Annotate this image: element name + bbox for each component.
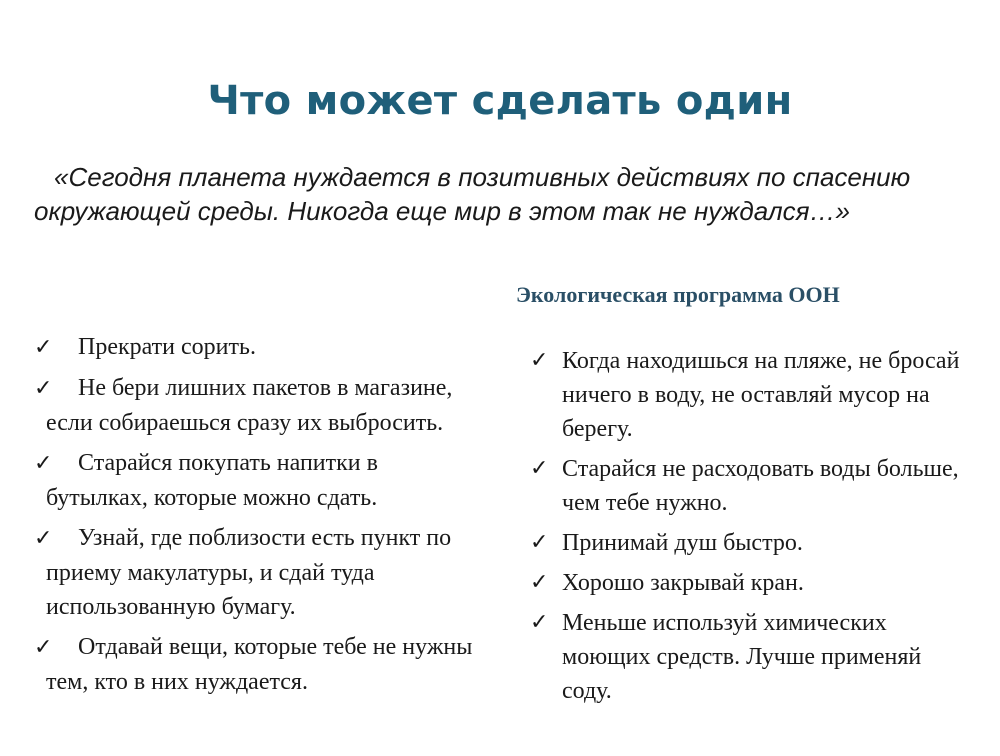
quote-line-1: «Сегодня планета нуждается в позитивных действиях по спасению bbox=[54, 162, 911, 192]
list-item-text: Отдавай вещи, которые тебе не нужны тем, кто в них нуждается. bbox=[46, 634, 473, 695]
check-icon: ✓ bbox=[530, 456, 549, 481]
check-icon: ✓ bbox=[34, 451, 53, 476]
list-item bbox=[530, 526, 970, 560]
list-item-text: Меньше используй химических моющих средств. Лучше применяй соду. bbox=[562, 610, 922, 704]
check-icon: ✓ bbox=[34, 635, 53, 660]
program-label: Экологическая программа ООН bbox=[516, 282, 840, 307]
list-item-text: Хорошо закрывай кран. bbox=[562, 570, 804, 596]
list-item-text: Не бери лишних пакетов в магазине, если собираешься сразу их выбросить. bbox=[46, 375, 453, 436]
list-item bbox=[530, 566, 970, 600]
right-tips-list bbox=[530, 344, 970, 714]
list-item bbox=[34, 446, 474, 515]
list-item bbox=[530, 606, 970, 708]
page-title: Что может сделать один bbox=[207, 78, 793, 124]
list-item-text: Принимай душ быстро. bbox=[562, 530, 803, 556]
left-tips-list bbox=[34, 330, 474, 705]
check-icon: ✓ bbox=[34, 376, 53, 401]
check-icon: ✓ bbox=[34, 526, 53, 551]
list-item-text: Когда находишься на пляже, не бросай ничего в воду, не оставляй мусор на берегу. bbox=[562, 348, 960, 442]
list-item-text: Старайся покупать напитки в бутылках, которые можно сдать. bbox=[46, 450, 378, 511]
check-icon: ✓ bbox=[530, 570, 549, 595]
check-icon: ✓ bbox=[34, 335, 53, 360]
list-item-text: Старайся не расходовать воды больше, чем тебе нужно. bbox=[562, 456, 959, 516]
check-icon: ✓ bbox=[530, 610, 549, 635]
list-item bbox=[34, 330, 474, 365]
list-item bbox=[530, 344, 970, 446]
quote bbox=[34, 160, 974, 228]
quote-line-2: окружающей среды. Никогда еще мир в этом так не нуждался…» bbox=[34, 196, 850, 226]
list-item bbox=[34, 630, 474, 699]
check-icon: ✓ bbox=[530, 530, 549, 555]
list-item bbox=[34, 371, 474, 440]
check-icon: ✓ bbox=[530, 348, 549, 373]
list-item bbox=[34, 521, 474, 624]
list-item-text: Прекрати сорить. bbox=[78, 334, 256, 360]
list-item bbox=[530, 452, 970, 520]
list-item-text: Узнай, где поблизости есть пункт по приему макулатуры, и сдай туда использованную бумагу. bbox=[46, 525, 452, 620]
